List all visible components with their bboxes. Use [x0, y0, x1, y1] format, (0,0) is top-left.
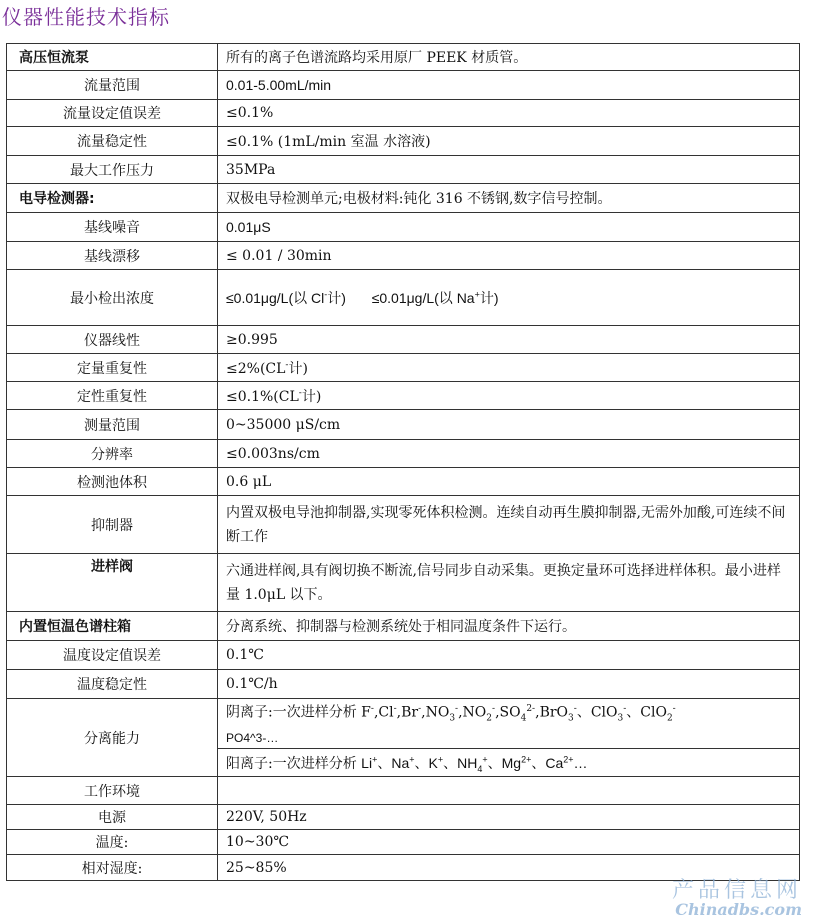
row-label: 仪器线性 [7, 326, 218, 354]
row-value: 六通进样阀,具有阀切换不断流,信号同步自动采集。更换定量环可选择进样体积。最小进样量 1.0μL 以下。 [218, 554, 800, 612]
row-value: 25~85% [218, 855, 800, 881]
row-label: 温度: [7, 830, 218, 855]
row-value: 内置双极电导池抑制器,实现零死体积检测。连续自动再生膜抑制器,无需外加酸,可连续不间断工作 [218, 496, 800, 554]
row-value: 分离系统、抑制器与检测系统处于相同温度条件下运行。 [218, 612, 800, 641]
row-value: ≤0.1%(CL-计) [218, 382, 800, 410]
row-label: 流量稳定性 [7, 127, 218, 156]
row-label: 最小检出浓度 [7, 270, 218, 326]
table-row [7, 44, 800, 71]
row-label: 定性重复性 [7, 382, 218, 410]
row-label: 定量重复性 [7, 354, 218, 382]
cation-cell: 阳离子:一次进样分析 Li+、Na+、K+、$NH_4^+$、$Mg^{2+}$、$Ca^{2+}\dots$ [218, 749, 800, 777]
row-label: 进样阀 [7, 554, 218, 612]
spec-table [6, 43, 800, 881]
row-value: 0.6 μL [218, 468, 800, 496]
table-row [7, 326, 800, 354]
row-label: 温度稳定性 [7, 670, 218, 699]
table-row [7, 670, 800, 699]
table-row [7, 71, 800, 100]
row-label: 相对湿度: [7, 855, 218, 881]
table-row [7, 468, 800, 496]
row-value: ≤0.003ns/cm [218, 440, 800, 468]
row-label: 最大工作压力 [7, 156, 218, 184]
row-value [218, 777, 800, 805]
row-label: 电导检测器: [7, 184, 218, 213]
row-value: 220V, 50Hz [218, 805, 800, 830]
table-row [7, 777, 800, 805]
row-value: 35MPa [218, 156, 800, 184]
table-row [7, 100, 800, 127]
table-row [7, 213, 800, 242]
table-row [7, 496, 800, 554]
table-row [7, 612, 800, 641]
row-value: 所有的离子色谱流路均采用原厂 PEEK 材质管。 [218, 44, 800, 71]
table-row [7, 554, 800, 612]
watermark-cn: 产品信息网 [671, 878, 802, 903]
row-value: ≤0.1% (1mL/min 室温 水溶液) [218, 127, 800, 156]
table-row [7, 354, 800, 382]
row-label: 高压恒流泵 [7, 44, 218, 71]
row-value: ≤ 0.01 / 30min [218, 242, 800, 270]
row-label: 检测池体积 [7, 468, 218, 496]
table-row [7, 242, 800, 270]
row-label: 内置恒温色谱柱箱 [7, 612, 218, 641]
document-title: 仪器性能技术指标 [2, 5, 170, 29]
row-value: 0.01-5.00mL/min [218, 71, 800, 100]
row-value: 0.1℃/h [218, 670, 800, 699]
table-row [7, 184, 800, 213]
row-value: 0.01μS [218, 213, 800, 242]
table-row [7, 156, 800, 184]
row-value: ≤0.1% [218, 100, 800, 127]
table-row [7, 382, 800, 410]
row-label: 电源 [7, 805, 218, 830]
row-label: 抑制器 [7, 496, 218, 554]
row-value: ≤2%(CL-计) [218, 354, 800, 382]
row-value: ≥0.995 [218, 326, 800, 354]
anion-cell: 阴离子:一次进样分析 $F^-,Cl^-,Br^-,NO_3^-,NO_2^-,SO_4^{2-},BrO_3^-$、ClO$_3$-、ClO$_2$- PO4^3-… [218, 699, 800, 749]
table-row [7, 805, 800, 830]
row-label: 温度设定值误差 [7, 641, 218, 670]
table-row [7, 410, 800, 440]
watermark-en: Chinadbs.com [675, 900, 802, 919]
table-row [7, 440, 800, 468]
row-value: ≤0.01μg/L(以 Cl-计) ≤0.01μg/L(以 Na+计) [218, 270, 800, 326]
row-value: 双极电导检测单元;电极材料:钝化 316 不锈钢,数字信号控制。 [218, 184, 800, 213]
row-label: 测量范围 [7, 410, 218, 440]
row-label: 分离能力 [7, 699, 218, 777]
table-row [7, 641, 800, 670]
row-label: 流量设定值误差 [7, 100, 218, 127]
table-row [7, 830, 800, 855]
row-label: 流量范围 [7, 71, 218, 100]
table-row [7, 699, 800, 749]
table-row [7, 270, 800, 326]
row-label: 工作环境 [7, 777, 218, 805]
table-row [7, 127, 800, 156]
row-value: 0~35000 μS/cm [218, 410, 800, 440]
row-label: 基线漂移 [7, 242, 218, 270]
row-value: 0.1℃ [218, 641, 800, 670]
row-value: 10~30℃ [218, 830, 800, 855]
watermark [672, 873, 802, 919]
row-label: 基线噪音 [7, 213, 218, 242]
row-label: 分辨率 [7, 440, 218, 468]
